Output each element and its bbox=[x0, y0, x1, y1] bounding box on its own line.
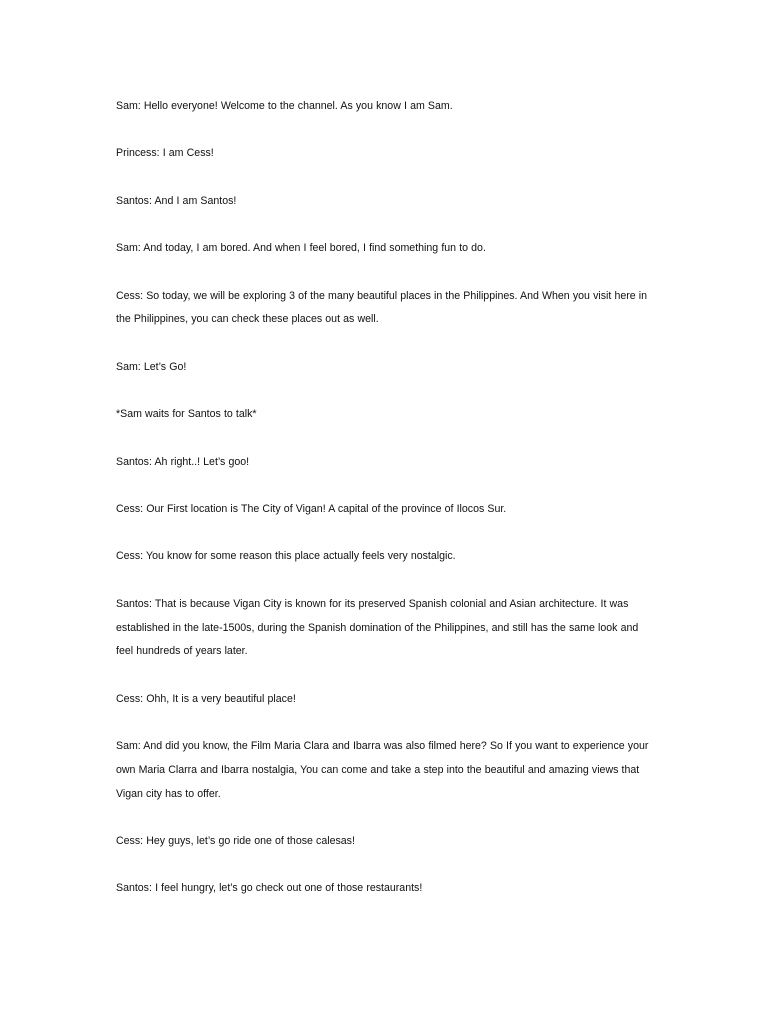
dialogue-line: Santos: Ah right..! Let’s goo! bbox=[116, 455, 250, 468]
dialogue-line: Sam: And did you know, the Film Maria Clara and Ibarra was also filmed here? So If you want to experience your own Maria Clarra and Ibarra nostalgia, You can come and take a step into the beautiful and amazing views that Vigan city has to offer. bbox=[116, 740, 649, 800]
stage-direction: *Sam waits for Santos to talk* bbox=[116, 408, 257, 421]
dialogue-line: Santos: That is because Vigan City is known for its preserved Spanish colonial and Asian architecture. It was established in the late-1500s, during the Spanish domination of the Philippines, and still has the same look and feel hundreds of years later. bbox=[116, 597, 639, 658]
script-body bbox=[116, 95, 656, 925]
dialogue-line: Cess: Our First location is The City of Vigan! A capital of the province of Ilocos Sur. bbox=[116, 502, 507, 515]
dialogue-line: Sam: Hello everyone! Welcome to the channel. As you know I am Sam. bbox=[116, 100, 453, 112]
dialogue-line: Sam: And today, I am bored. And when I feel bored, I find something fun to do. bbox=[116, 242, 486, 255]
dialogue-line: Cess: Ohh, It is a very beautiful place! bbox=[116, 692, 296, 705]
dialogue-line: Sam: Let’s Go! bbox=[116, 360, 187, 373]
dialogue-line: Santos: I feel hungry, let’s go check out one of those restaurants! bbox=[116, 882, 423, 895]
dialogue-line: Cess: Hey guys, let’s go ride one of those calesas! bbox=[116, 835, 355, 848]
dialogue-line: Santos: And I am Santos! bbox=[116, 194, 237, 207]
dialogue-line: Cess: So today, we will be exploring 3 of the many beautiful places in the Philippines. And When you visit here in the Philippines, you can check these places out as well. bbox=[116, 289, 648, 326]
dialogue-line: Cess: You know for some reason this place actually feels very nostalgic. bbox=[116, 550, 456, 563]
dialogue-line: Princess: I am Cess! bbox=[116, 147, 214, 160]
